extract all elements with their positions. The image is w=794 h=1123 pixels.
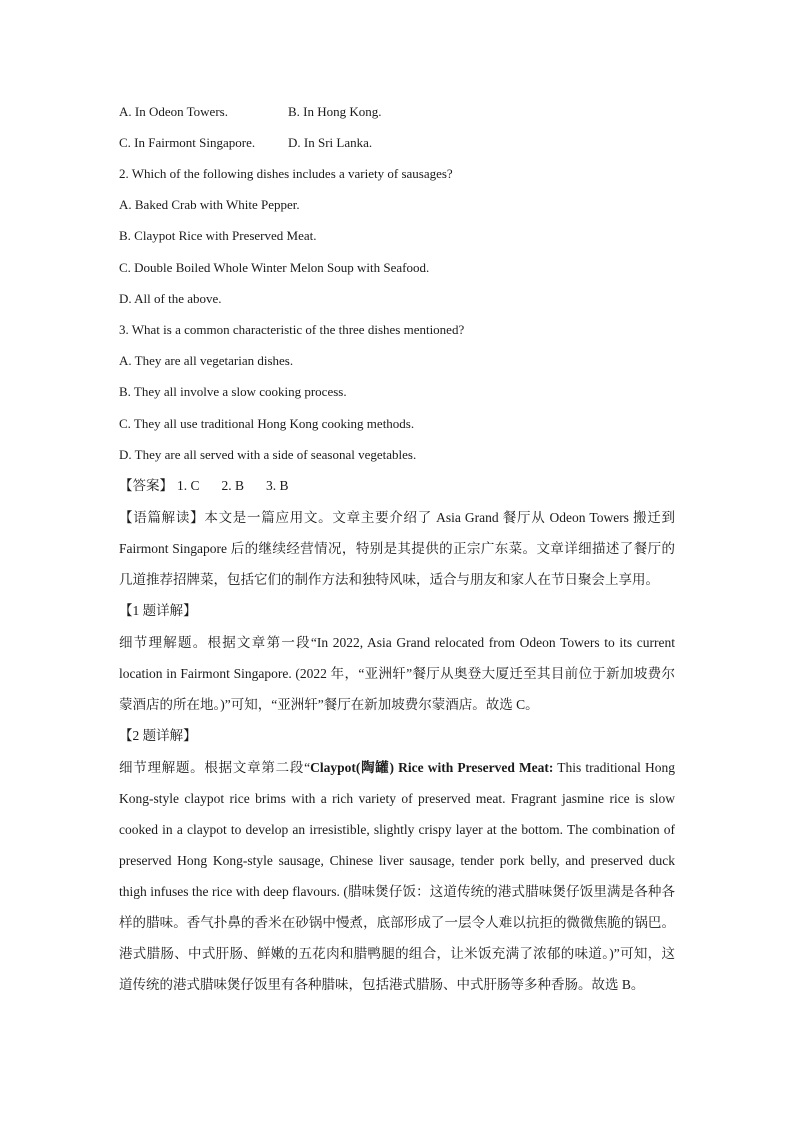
q1-option-a: A. In Odeon Towers. (119, 104, 228, 119)
detail2-label: 【2 题详解】 (119, 728, 197, 743)
detail2-text-before: 细节理解题。根据文章第二段“ (119, 760, 311, 775)
q2-option-b: B. Claypot Rice with Preserved Meat. (119, 228, 317, 243)
q3-option-a: A. They are all vegetarian dishes. (119, 353, 294, 368)
q3-question: 3. What is a common characteristic of the three dishes mentioned? (119, 322, 465, 337)
detail2-paragraph (119, 752, 675, 1000)
q3-option-d: D. They are all served with a side of seasonal vegetables. (119, 447, 417, 462)
q1-option-b: B. In Hong Kong. (288, 104, 382, 119)
detail1-label: 【1 题详解】 (119, 603, 197, 618)
q2-option-d: D. All of the above. (119, 291, 222, 306)
answer-1: 1. C (177, 478, 200, 493)
q3-option-b: B. They all involve a slow cooking process. (119, 384, 347, 399)
q2-option-c: C. Double Boiled Whole Winter Melon Soup with Seafood. (119, 260, 430, 275)
analysis-label: 【语篇解读】 (119, 510, 205, 525)
q2-question: 2. Which of the following dishes includes a variety of sausages? (119, 166, 453, 181)
detail2-text-after: This traditional Hong Kong-style claypot rice brims with a rich variety of preserved meat. Fragrant jasmine rice is slow cooked in a claypot to develop an irresistible, slightly crispy layer at the bottom. The combination of preserved Hong Kong-style sausage, Chinese liver sausage, tender pork belly, and preserved duck thigh infuses the rice with deep flavours. (腊味煲仔饭：这道传统的港式腊味煲仔饭里满是各种各样的腊味。香气扑鼻的香米在砂锅中慢煮，底部形成了一层令人难以抗拒的微微焦脆的锅巴。港式腊肠、中式肝肠、鲜嫩的五花肉和腊鸭腿的组合，让米饭充满了浓郁的味道。)”可知，这道传统的港式腊味煲仔饭里有各种腊味，包括港式腊肠、中式肝肠等多种香肠。故选 B。 (119, 760, 675, 992)
q1-option-c: C. In Fairmont Singapore. (119, 135, 256, 150)
answer-2: 2. B (221, 478, 245, 493)
q2-option-a: A. Baked Crab with White Pepper. (119, 197, 300, 212)
detail1-paragraph (119, 627, 675, 720)
q3-option-c: C. They all use traditional Hong Kong cooking methods. (119, 416, 415, 431)
answer-line (119, 478, 293, 494)
analysis-text: 本文是一篇应用文。文章主要介绍了 Asia Grand 餐厅从 Odeon Towers 搬迁到 Fairmont Singapore 后的继续经营情况，特别是其提供的正宗广东菜。文章详细描述了餐厅的几道推荐招牌菜，包括它们的制作方法和独特风味，适合与朋友和家人在节日聚会上享用。 (119, 510, 675, 587)
detail1-text: 细节理解题。根据文章第一段“In 2022, Asia Grand relocated from Odeon Towers to its current location in Fairmont Singapore. (2022 年，“亚洲轩”餐厅从奥登大厦迁至其目前位于新加坡费尔蒙酒店的所在地。)”可知，“亚洲轩”餐厅在新加坡费尔蒙酒店。故选 C。 (119, 635, 675, 712)
q1-option-d: D. In Sri Lanka. (288, 135, 373, 150)
detail2-bold-dish-name: Claypot(陶罐) Rice with Preserved Meat: (310, 760, 554, 775)
analysis-paragraph (119, 502, 675, 595)
answer-label: 【答案】 (119, 478, 173, 493)
answer-3: 3. B (266, 478, 289, 493)
